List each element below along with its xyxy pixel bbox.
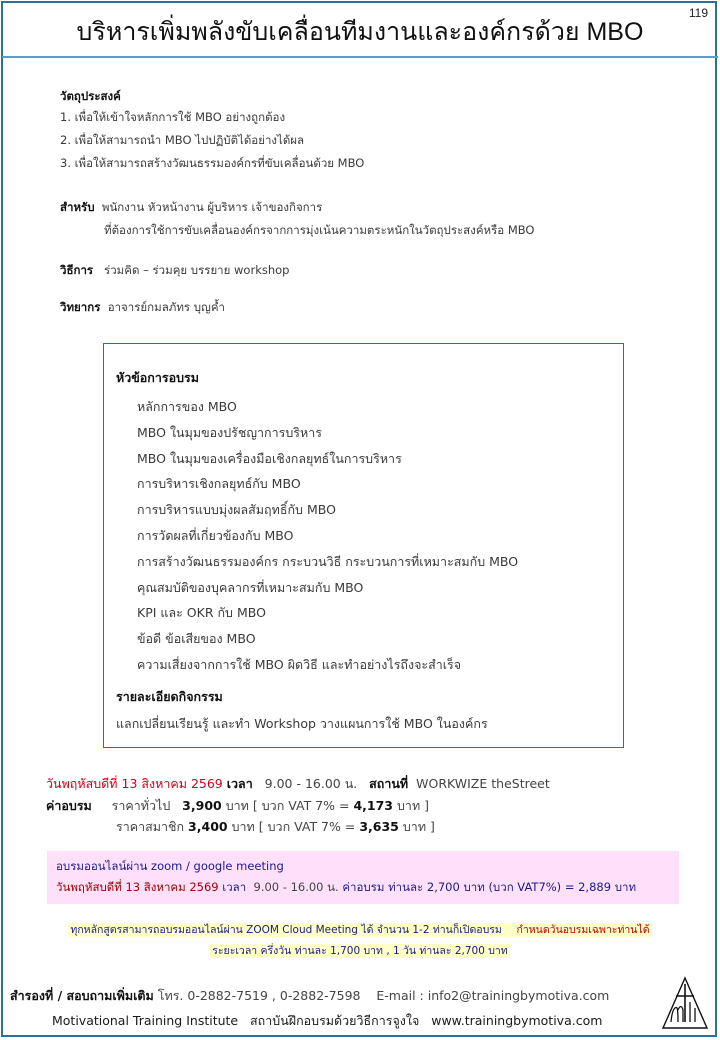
member-vat-total: 3,635 <box>359 819 399 834</box>
method-section <box>60 259 289 282</box>
general-unit: บาท <box>225 798 249 813</box>
online-training-box <box>47 851 679 904</box>
topics-list <box>137 394 518 678</box>
member-unit: บาท <box>231 819 255 834</box>
objective-item: 3. เพื่อให้สามารถสร้างวัฒนธรรมองค์กรที่ขับเคลื่อนด้วย MBO <box>60 156 365 170</box>
general-vat-suffix: บาท ] <box>396 798 430 813</box>
general-vat-total: 4,173 <box>353 798 393 813</box>
member-vat-prefix: [ บวก VAT 7% = <box>258 819 356 834</box>
note-highlight: กำหนดวันอบรมเฉพาะท่านได้ <box>516 924 650 936</box>
trainer-label: วิทยากร <box>60 300 101 314</box>
member-price: 3,400 <box>188 819 228 834</box>
method-value: ร่วมคิด – ร่วมคุย บรรยาย workshop <box>104 263 290 277</box>
general-price: 3,900 <box>182 798 222 813</box>
activity-heading: รายละเอียดกิจกรรม <box>116 689 223 704</box>
institute-name-th: สถาบันฝึกอบรมด้วยวิธีการจูงใจ <box>250 1013 420 1028</box>
institute-name-en: Motivational Training Institute <box>52 1013 239 1028</box>
contact-label: สำรองที่ / สอบถามเพิ่มเติม <box>10 988 154 1003</box>
general-vat-prefix: [ บวก VAT 7% = <box>252 798 350 813</box>
online-fee: ค่าอบรม ท่านละ 2,700 บาท (บวก VAT7%) = 2,889 บาท <box>342 880 637 894</box>
topic-item: การสร้างวัฒนธรรมองค์กร กระบวนวิธี กระบวนการที่เหมาะสมกับ MBO <box>137 553 519 569</box>
topic-item: MBO ในมุมของเครื่องมือเชิงกลยุทธ์ในการบริหาร <box>137 450 402 466</box>
method-label: วิธีการ <box>60 263 94 277</box>
activity-text: แลกเปลี่ยนเรียนรู้ และทำ Workshop วางแผนการใช้ MBO ในองค์กร <box>116 716 488 731</box>
topic-item: การวัดผลที่เกี่ยวข้องกับ MBO <box>137 527 294 543</box>
page-title: บริหารเพิ่มพลังขับเคลื่อนทีมงานและองค์กรด้วย MBO <box>76 18 644 46</box>
member-price-label: ราคาสมาชิก <box>116 819 185 834</box>
schedule-venue: WORKWIZE theStreet <box>416 776 550 791</box>
note-line2: ระยะเวลา ครึ่งวัน ท่านละ 1,700 บาท , 1 วัน ท่านละ 2,700 บาท <box>212 945 508 957</box>
header-divider <box>2 56 718 58</box>
note-line1: ทุกหลักสูตรสามารถอบรมออนไลน์ผ่าน ZOOM Cloud Meeting ได้ จำนวน 1-2 ท่านก็เปิดอบรม <box>70 924 502 936</box>
footer-institute <box>52 1011 602 1031</box>
topics-box <box>103 343 624 748</box>
general-price-label: ราคาทั่วไป <box>111 798 171 813</box>
schedule-venue-label: สถานที่ <box>369 776 409 791</box>
page-number: 119 <box>688 6 708 20</box>
price-member-row <box>116 817 435 837</box>
audience-line1: พนักงาน หัวหน้างาน ผู้บริหาร เจ้าของกิจการ <box>101 200 323 214</box>
contact-email[interactable]: E-mail : info2@trainingbymotiva.com <box>376 988 610 1003</box>
fee-label: ค่าอบรม <box>46 798 92 813</box>
online-details <box>56 879 636 897</box>
topic-item: ความเสี่ยงจากการใช้ MBO ผิดวิธี และทำอย่างไรถึงจะสำเร็จ <box>137 656 462 672</box>
audience-label: สำหรับ <box>60 200 95 214</box>
topic-item: การบริหารเชิงกลยุทธ์กับ MBO <box>137 476 301 492</box>
mti-logo-icon <box>660 976 710 1030</box>
topic-item: การบริหารแบบมุ่งผลสัมฤทธิ์กับ MBO <box>137 502 336 518</box>
online-time-label: เวลา <box>222 880 247 894</box>
price-general-row <box>46 796 429 816</box>
online-note <box>0 920 720 962</box>
schedule-date: วันพฤหัสบดีที่ 13 สิงหาคม 2569 <box>46 776 223 791</box>
contact-phone: โทร. 0-2882-7519 , 0-2882-7598 <box>157 988 361 1003</box>
trainer-section <box>60 296 225 319</box>
schedule-time-label: เวลา <box>226 776 253 791</box>
objective-item: 2. เพื่อให้สามารถนำ MBO ไปปฏิบัติได้อย่างได้ผล <box>60 133 305 147</box>
objectives-list <box>60 106 364 175</box>
online-heading: อบรมออนไลน์ผ่าน zoom / google meeting <box>56 859 284 873</box>
topic-item: คุณสมบัติของบุคลากรที่เหมาะสมกับ MBO <box>137 579 364 595</box>
topic-item: หลักการของ MBO <box>137 399 237 414</box>
topic-item: MBO ในมุมของปรัชญาการบริหาร <box>137 424 322 440</box>
trainer-value: อาจารย์กมลภัทร บุญค้ำ <box>107 300 225 314</box>
topics-heading: หัวข้อการอบรม <box>116 370 200 385</box>
audience-section <box>60 196 535 242</box>
schedule-row <box>46 774 550 794</box>
online-time: 9.00 - 16.00 น. <box>253 880 339 894</box>
footer-contact <box>10 986 609 1006</box>
objectives-heading: วัตถุประสงค์ <box>60 89 121 103</box>
schedule-time: 9.00 - 16.00 น. <box>264 776 358 791</box>
member-vat-suffix: บาท ] <box>402 819 435 834</box>
objective-item: 1. เพื่อให้เข้าใจหลักการใช้ MBO อย่างถูกต้อง <box>60 110 286 124</box>
topic-item: KPI และ OKR กับ MBO <box>137 605 266 621</box>
audience-line2: ที่ต้องการใช้การขับเคลื่อนองค์กรจากการมุ่งเน้นความตระหนักในวัตถุประสงค์หรือ MBO <box>104 223 535 237</box>
online-date: วันพฤหัสบดีที่ 13 สิงหาคม 2569 <box>56 880 219 894</box>
topic-item: ข้อดี ข้อเสียของ MBO <box>137 631 256 647</box>
institute-website[interactable]: www.trainingbymotiva.com <box>431 1013 603 1028</box>
